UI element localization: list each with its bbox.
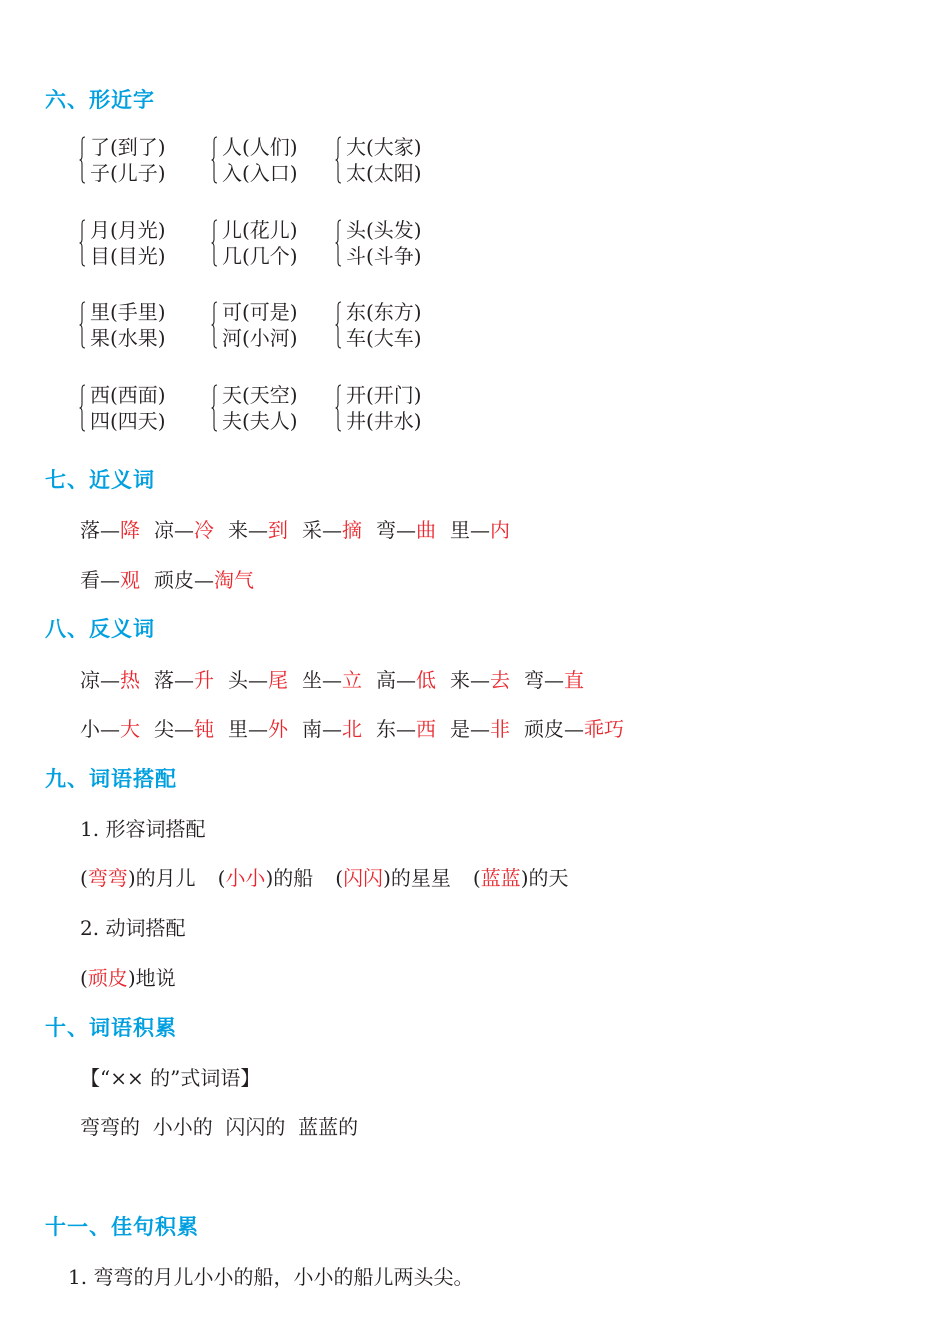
word-pair-word: 采— <box>302 518 342 542</box>
similar-char-item: 子(儿子) <box>90 161 166 185</box>
word-pair-answer: 低 <box>416 668 436 692</box>
word-pair-answer: 北 <box>342 717 362 741</box>
word-pair <box>80 717 140 741</box>
adjective-answer: 闪闪 <box>343 866 384 890</box>
word-pair <box>80 668 140 692</box>
brace-icon <box>211 219 218 267</box>
similar-char-item: 河(小河) <box>222 326 298 350</box>
verb-collocation-line: (顽皮)地说 <box>80 966 176 990</box>
synonyms-row-1 <box>80 514 524 543</box>
brace-icon <box>79 219 86 267</box>
word-pair-answer: 淘气 <box>214 568 254 592</box>
word-pair-word: 来— <box>228 518 268 542</box>
brace-icon <box>335 219 342 267</box>
brace-icon <box>211 384 218 432</box>
brace-icon <box>79 136 86 184</box>
word-pair <box>302 668 362 692</box>
word-pair-answer: 外 <box>268 717 288 741</box>
accumulation-words: 弯弯的 小小的 闪闪的 蓝蓝的 <box>80 1115 359 1139</box>
adjective-tail: 的船 <box>273 866 314 890</box>
brace-icon <box>211 136 218 184</box>
similar-char-item: 入(入口) <box>222 161 298 185</box>
word-pair-word: 来— <box>450 668 490 692</box>
word-pair-word: 凉— <box>154 518 194 542</box>
word-pair-answer: 钝 <box>194 717 214 741</box>
section-title-accumulation: 十、词语积累 <box>45 1016 177 1040</box>
similar-char-item: 井(井水) <box>346 409 422 433</box>
word-pair-word: 落— <box>154 668 194 692</box>
word-pair <box>154 717 214 741</box>
adjective-collocation-item: (闪闪)的星星 <box>335 866 451 890</box>
word-pair <box>376 717 436 741</box>
brace-icon <box>335 384 342 432</box>
similar-char-item: 西(西面) <box>90 383 166 407</box>
word-pair-answer: 大 <box>120 717 140 741</box>
word-pair <box>524 717 624 741</box>
synonyms-row-2 <box>80 564 268 593</box>
similar-char-item: 太(太阳) <box>346 161 422 185</box>
similar-char-item: 了(到了) <box>90 135 166 159</box>
word-pair-word: 里— <box>228 717 268 741</box>
word-pair <box>80 568 140 592</box>
word-pair-word: 弯— <box>376 518 416 542</box>
word-pair-answer: 立 <box>342 668 362 692</box>
similar-char-group <box>346 217 422 269</box>
word-pair-word: 头— <box>228 668 268 692</box>
word-pair-answer: 升 <box>194 668 214 692</box>
similar-char-item: 四(四天) <box>90 409 166 433</box>
word-pair <box>302 717 362 741</box>
section-title-sentences: 十一、佳句积累 <box>45 1215 199 1239</box>
similar-char-item: 夫(夫人) <box>222 409 298 433</box>
similar-char-item: 东(东方) <box>346 300 422 324</box>
word-pair-word: 小— <box>80 717 120 741</box>
word-pair-word: 坐— <box>302 668 342 692</box>
word-pair-word: 看— <box>80 568 120 592</box>
brace-icon <box>79 384 86 432</box>
word-pair-answer: 热 <box>120 668 140 692</box>
verb-tail: 地说 <box>135 966 176 990</box>
similar-char-item: 开(开门) <box>346 383 422 407</box>
word-pair <box>228 717 288 741</box>
similar-char-group <box>90 217 166 269</box>
word-pair <box>450 668 510 692</box>
similar-char-item: 头(头发) <box>346 218 422 242</box>
word-pair <box>228 668 288 692</box>
word-pair <box>228 518 288 542</box>
word-pair-word: 里— <box>450 518 490 542</box>
word-pair <box>450 518 510 542</box>
similar-char-item: 月(月光) <box>90 218 166 242</box>
word-pair-answer: 尾 <box>268 668 288 692</box>
similar-char-item: 儿(花儿) <box>222 218 298 242</box>
similar-char-item: 人(人们) <box>222 135 298 159</box>
adjective-collocation-item: (蓝蓝)的天 <box>472 866 569 890</box>
word-pair-answer: 内 <box>490 518 510 542</box>
section-title-similar-chars: 六、形近字 <box>45 88 155 112</box>
similar-char-item: 天(天空) <box>222 383 298 407</box>
similar-char-group <box>222 382 298 434</box>
word-pair-answer: 去 <box>490 668 510 692</box>
similar-char-item: 车(大车) <box>346 326 422 350</box>
adjective-answer: 弯弯 <box>87 866 128 890</box>
adjective-tail: 的天 <box>528 866 569 890</box>
word-pair-word: 高— <box>376 668 416 692</box>
word-pair-answer: 观 <box>120 568 140 592</box>
similar-char-item: 里(手里) <box>90 300 166 324</box>
word-pair-word: 南— <box>302 717 342 741</box>
similar-char-group <box>222 134 298 186</box>
verb-answer: 顽皮 <box>87 966 128 990</box>
similar-char-item: 目(目光) <box>90 244 166 268</box>
word-pair-answer: 非 <box>490 717 510 741</box>
brace-icon <box>79 301 86 349</box>
word-pair-answer: 曲 <box>416 518 436 542</box>
section-title-synonyms: 七、近义词 <box>45 468 155 492</box>
word-pair-word: 落— <box>80 518 120 542</box>
word-pair-answer: 直 <box>564 668 584 692</box>
word-pair-word: 顽皮— <box>154 568 214 592</box>
word-pair-answer: 乖巧 <box>584 717 624 741</box>
similar-char-group <box>222 217 298 269</box>
antonyms-row-2 <box>80 713 638 742</box>
brace-icon <box>335 301 342 349</box>
similar-char-group <box>346 134 422 186</box>
brace-icon <box>211 301 218 349</box>
adjective-answer: 蓝蓝 <box>480 866 521 890</box>
similar-char-group <box>90 299 166 351</box>
collocation-sub-verb: 2. 动词搭配 <box>80 916 186 940</box>
section-title-antonyms: 八、反义词 <box>45 617 155 641</box>
similar-char-group <box>90 382 166 434</box>
similar-char-group <box>222 299 298 351</box>
word-pair-word: 凉— <box>80 668 120 692</box>
word-pair <box>154 518 214 542</box>
adjective-tail: 的星星 <box>390 866 451 890</box>
word-pair-answer: 降 <box>120 518 140 542</box>
word-pair <box>302 518 362 542</box>
word-pair-word: 东— <box>376 717 416 741</box>
word-pair <box>450 717 510 741</box>
word-pair-answer: 西 <box>416 717 436 741</box>
word-pair <box>524 668 584 692</box>
word-pair-answer: 冷 <box>194 518 214 542</box>
word-pair-word: 弯— <box>524 668 564 692</box>
word-pair-answer: 到 <box>268 518 288 542</box>
word-pair <box>376 518 436 542</box>
similar-char-item: 可(可是) <box>222 300 298 324</box>
antonyms-row-1 <box>80 664 598 693</box>
brace-icon <box>335 136 342 184</box>
word-pair <box>80 518 140 542</box>
adjective-collocation-line <box>80 862 591 891</box>
word-pair <box>154 668 214 692</box>
word-pair-word: 尖— <box>154 717 194 741</box>
similar-char-item: 果(水果) <box>90 326 166 350</box>
similar-char-group <box>90 134 166 186</box>
adjective-answer: 小小 <box>225 866 266 890</box>
word-pair <box>154 568 254 592</box>
collocation-sub-adjective: 1. 形容词搭配 <box>80 817 206 841</box>
similar-char-item: 几(几个) <box>222 244 298 268</box>
similar-char-item: 大(大家) <box>346 135 422 159</box>
sentence-1: 1. 弯弯的月儿小小的船，小小的船儿两头尖。 <box>68 1265 474 1289</box>
adjective-collocation-item: (小小)的船 <box>217 866 314 890</box>
adjective-collocation-item: (弯弯)的月儿 <box>80 866 196 890</box>
word-pair <box>376 668 436 692</box>
section-title-collocation: 九、词语搭配 <box>45 767 177 791</box>
accumulation-header: 【“×× 的”式词语】 <box>80 1066 261 1090</box>
word-pair-word: 顽皮— <box>524 717 584 741</box>
adjective-tail: 的月儿 <box>135 866 196 890</box>
word-pair-word: 是— <box>450 717 490 741</box>
word-pair-answer: 摘 <box>342 518 362 542</box>
similar-char-group <box>346 299 422 351</box>
similar-char-item: 斗(斗争) <box>346 244 422 268</box>
similar-char-group <box>346 382 422 434</box>
